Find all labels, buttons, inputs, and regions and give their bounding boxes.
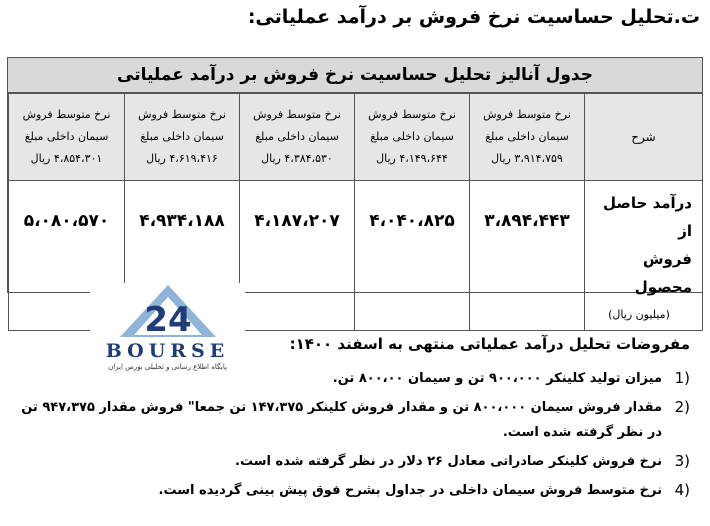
- column-header: [240, 94, 355, 181]
- revenue-cell: ۵،۰۸۰،۵۷۰: [9, 181, 125, 331]
- column-header-line: سیمان داخلی مبلغ: [255, 130, 339, 143]
- list-item-text: نرخ فروش کلینکر صادراتی معادل ۲۶ دلار در نظر گرفته شده است.: [235, 454, 662, 469]
- column-header: [125, 94, 240, 181]
- list-item-text: مقدار فروش سیمان ۸۰۰،۰۰۰ تن و مقدار فروش کلینکر ۱۴۷،۳۷۵ تن جمعا" فروش مقدار ۹۴۷،۳۷۵ تن در نظر گرفته شده است.: [21, 400, 662, 440]
- column-header-rate: ۴،۶۱۹،۴۱۶ ریال: [146, 152, 218, 165]
- column-header-line: نرخ متوسط فروش: [483, 108, 571, 121]
- assumptions-list: [20, 366, 690, 507]
- logo-wordmark: BOURSE: [105, 340, 230, 362]
- revenue-cell: ۴،۰۴۰،۸۲۵: [355, 181, 470, 331]
- list-item-number: (4: [674, 481, 690, 499]
- column-header-rate: ۴،۳۸۴،۵۳۰ ریال: [261, 152, 333, 165]
- assumptions-title: مفروضات تحلیل درآمد عملیاتی منتهی به اسفند ۱۴۰۰:: [289, 335, 690, 353]
- header-row: [9, 94, 703, 181]
- logo-mark-text: 24: [144, 300, 192, 338]
- list-item: [20, 366, 690, 391]
- list-item-text: میزان تولید کلینکر ۹۰۰،۰۰۰ تن و سیمان ۸۰۰،۰۰ تن.: [332, 371, 662, 386]
- column-header: [470, 94, 585, 181]
- column-header-line: نرخ متوسط فروش: [368, 108, 456, 121]
- row-label: [585, 181, 703, 331]
- column-header-line: نرخ متوسط فروش: [138, 108, 226, 121]
- column-header-line: سیمان داخلی مبلغ: [370, 130, 454, 143]
- list-item: [20, 478, 690, 503]
- list-item-number: (3: [674, 452, 690, 470]
- list-item-number: (2: [674, 398, 690, 416]
- revenue-cell: ۴،۹۳۴،۱۸۸: [125, 181, 240, 331]
- desc-header: شرح: [585, 94, 703, 181]
- column-header-rate: ۴،۱۴۹،۶۴۴ ریال: [376, 152, 448, 165]
- column-header-line: سیمان داخلی مبلغ: [24, 130, 109, 143]
- column-header: [355, 94, 470, 181]
- row-label-line: درآمد حاصل از: [603, 194, 692, 240]
- bourse-logo-mark-icon: [118, 283, 218, 338]
- column-header-line: نرخ متوسط فروش: [22, 108, 111, 121]
- table-title: جدول آنالیز تحلیل حساسیت نرخ فروش بر درآمد عملیاتی: [8, 58, 702, 93]
- list-item-text: نرخ متوسط فروش سیمان داخلی در جداول بشرح فوق پیش بینی گردیده است.: [158, 483, 662, 498]
- row-label-line: فروش محصول: [634, 250, 692, 296]
- list-item: [20, 449, 690, 474]
- row-label-unit: (میلیون ریال): [608, 308, 670, 321]
- column-header-line: نرخ متوسط فروش: [253, 108, 341, 121]
- revenue-cell: ۴،۱۸۷،۲۰۷: [240, 181, 355, 331]
- column-header-rate: ۴،۸۵۴،۳۰۱ ریال: [30, 152, 103, 165]
- column-header-rate: ۳،۹۱۴،۷۵۹ ریال: [491, 152, 563, 165]
- column-header-line: سیمان داخلی مبلغ: [485, 130, 569, 143]
- column-header-line: سیمان داخلی مبلغ: [140, 130, 224, 143]
- list-item: [20, 395, 690, 445]
- column-header: [9, 94, 125, 181]
- section-heading: ت.تحلیل حساسیت نرخ فروش بر درآمد عملیاتی:: [247, 6, 700, 28]
- logo-subtitle: پایگاه اطلاع رسانی و تحلیلی بورس ایران: [108, 363, 227, 371]
- list-item-number: (1: [674, 369, 690, 387]
- revenue-cell: ۳،۸۹۴،۴۴۳: [470, 181, 585, 331]
